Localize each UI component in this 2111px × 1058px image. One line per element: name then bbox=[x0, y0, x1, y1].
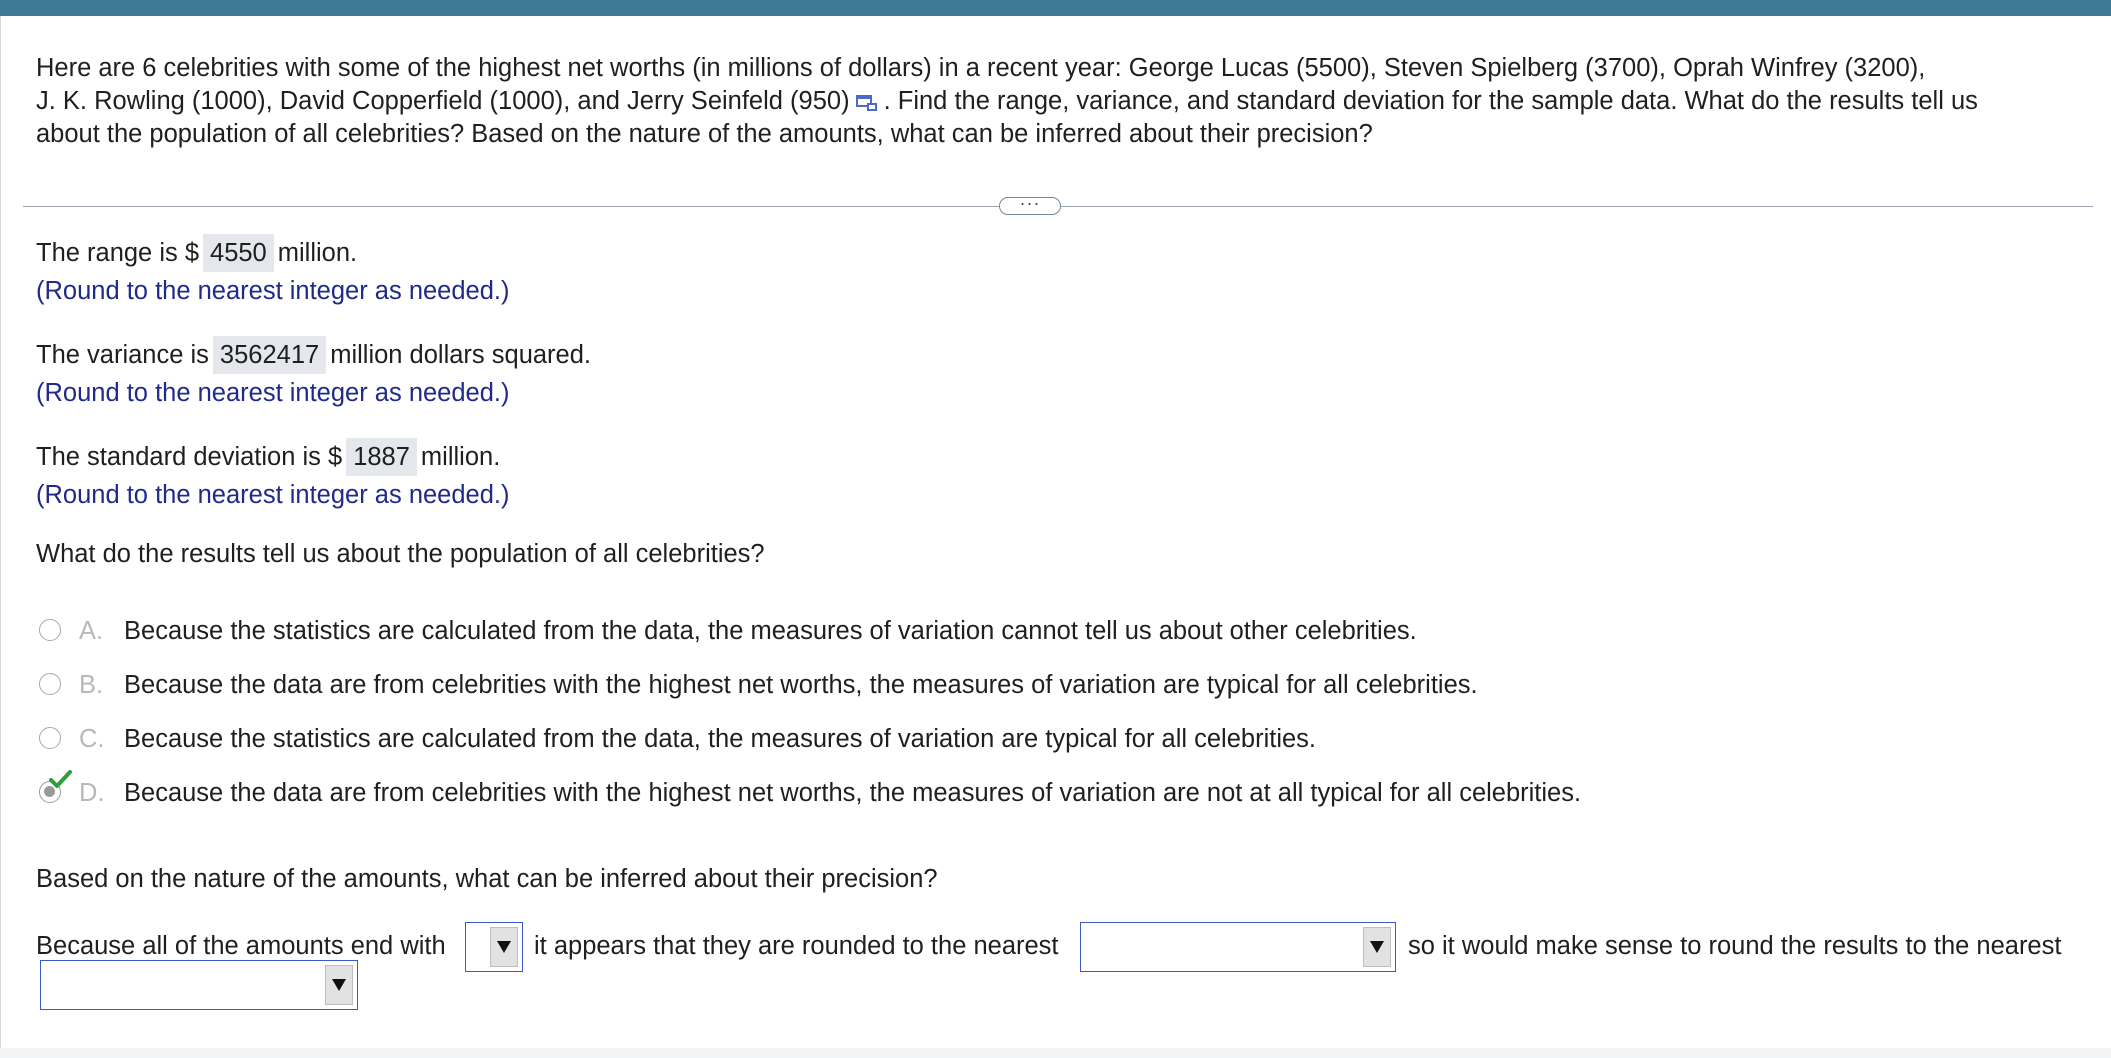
range-prefix: The range is $ bbox=[36, 239, 200, 267]
radio-a[interactable] bbox=[39, 619, 61, 641]
dropdown-arrow-icon[interactable] bbox=[325, 965, 353, 1005]
bottom-strip bbox=[0, 1048, 2111, 1058]
radio-b[interactable] bbox=[39, 673, 61, 695]
question-part-1: Here are 6 celebrities with some of the highest net worths (in millions of dollars) in a recent year: George Lucas (5500), Steven Spielberg (3700), Oprah Winfrey (3200), bbox=[36, 54, 1926, 82]
precision-part-3: so it would make sense to round the results to the nearest bbox=[1408, 932, 2062, 960]
choice-b-text: Because the data are from celebrities with the highest net worths, the measures of variation are typical for all celebrities. bbox=[124, 671, 1478, 699]
stdev-suffix: million. bbox=[420, 443, 501, 471]
stdev-prefix: The standard deviation is $ bbox=[36, 443, 343, 471]
variance-prefix: The variance is bbox=[36, 341, 209, 369]
ending-digits-dropdown[interactable] bbox=[465, 922, 523, 972]
dropdown-arrow-icon[interactable] bbox=[1363, 927, 1391, 967]
variance-suffix: million dollars squared. bbox=[330, 341, 591, 369]
question-text bbox=[36, 52, 2076, 151]
choice-a-text: Because the statistics are calculated from the data, the measures of variation cannot tell us about other celebrities. bbox=[124, 617, 1417, 645]
choice-c-letter: C. bbox=[79, 725, 105, 753]
range-answer: 4550 bbox=[203, 234, 274, 272]
round-results-dropdown[interactable] bbox=[40, 960, 358, 1010]
stdev-answer: 1887 bbox=[346, 438, 417, 476]
precision-part-2: it appears that they are rounded to the nearest bbox=[534, 932, 1059, 960]
question-part-3: . Find the range, variance, and standard deviation for the sample data. What do the results tell us bbox=[883, 87, 1978, 115]
question-part-2: J. K. Rowling (1000), David Copperfield (1000), and Jerry Seinfeld (950) bbox=[36, 87, 850, 115]
check-icon bbox=[49, 770, 73, 790]
variance-line bbox=[36, 336, 591, 374]
choice-b-letter: B. bbox=[79, 671, 104, 699]
choice-d-text: Because the data are from celebrities with the highest net worths, the measures of variation are not at all typical for all celebrities. bbox=[124, 779, 1582, 807]
radio-c[interactable] bbox=[39, 727, 61, 749]
stdev-line bbox=[36, 438, 500, 476]
precision-question: Based on the nature of the amounts, what can be inferred about their precision? bbox=[36, 865, 938, 893]
more-button[interactable]: ··· bbox=[999, 197, 1061, 215]
range-line bbox=[36, 234, 357, 272]
range-suffix: million. bbox=[277, 239, 358, 267]
population-question: What do the results tell us about the population of all celebrities? bbox=[36, 540, 765, 568]
magnify-table-icon[interactable] bbox=[856, 94, 878, 110]
variance-hint: (Round to the nearest integer as needed.) bbox=[36, 379, 510, 407]
question-part-4: about the population of all celebrities? Based on the nature of the amounts, what can be inferred about their precision? bbox=[36, 120, 1373, 148]
variance-answer: 3562417 bbox=[213, 336, 326, 374]
choice-d-letter: D. bbox=[79, 779, 105, 807]
choice-c-text: Because the statistics are calculated from the data, the measures of variation are typical for all celebrities. bbox=[124, 725, 1317, 753]
rounded-to-dropdown[interactable] bbox=[1080, 922, 1396, 972]
top-bar bbox=[0, 0, 2111, 16]
precision-part-1: Because all of the amounts end with bbox=[36, 932, 446, 960]
dropdown-arrow-icon[interactable] bbox=[490, 927, 518, 967]
stdev-hint: (Round to the nearest integer as needed.) bbox=[36, 481, 510, 509]
range-hint: (Round to the nearest integer as needed.) bbox=[36, 277, 510, 305]
choice-a-letter: A. bbox=[79, 617, 104, 645]
question-panel bbox=[0, 16, 2111, 1048]
